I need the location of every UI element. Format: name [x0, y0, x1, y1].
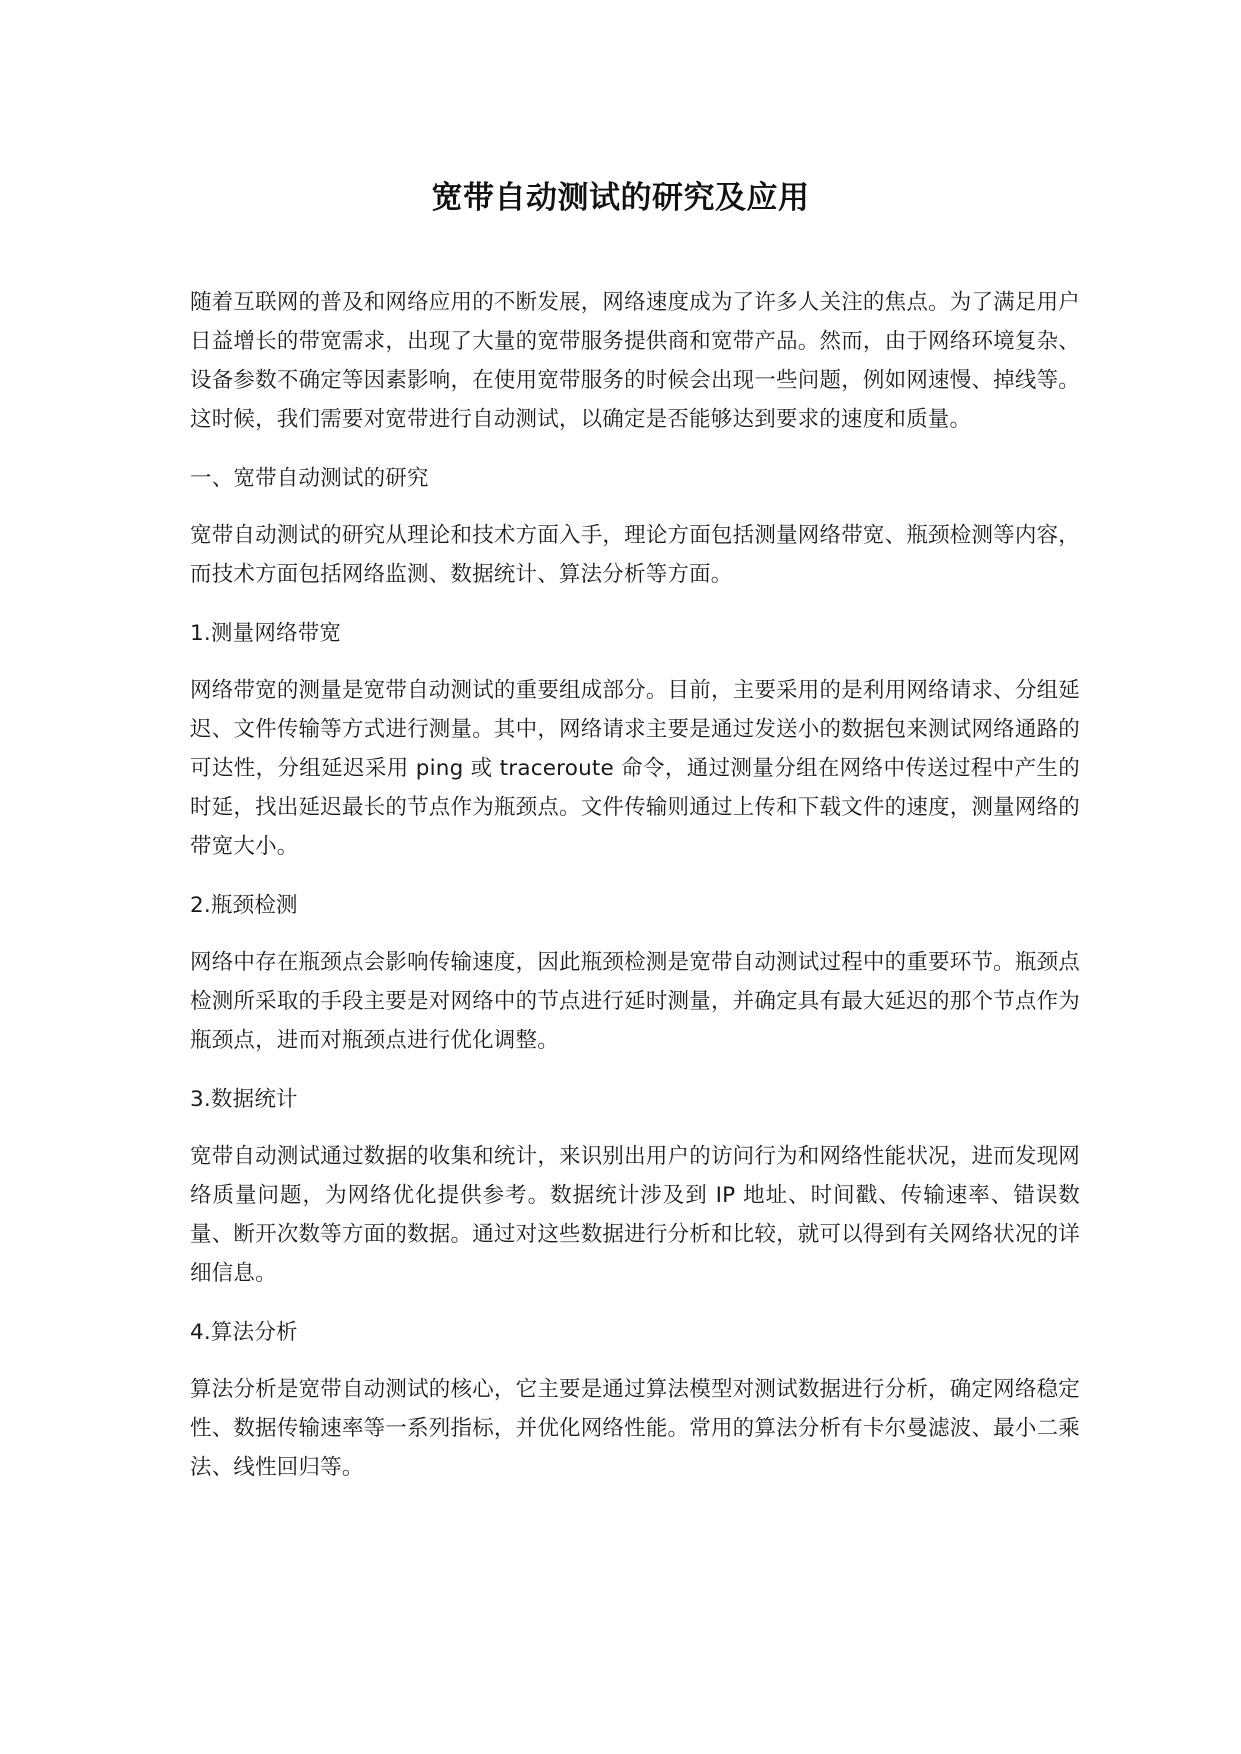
algorithm-paragraph: 算法分析是宽带自动测试的核心，它主要是通过算法模型对测试数据进行分析，确定网络稳定性、数据传输速率等一系列指标，并优化网络性能。常用的算法分析有卡尔曼滤波、最小二乘法、线性回归等。 [190, 1377, 1080, 1480]
document-title: 宽带自动测试的研究及应用 [431, 180, 810, 216]
subheading-statistics: 3.数据统计 [190, 1087, 298, 1112]
bottleneck-paragraph: 网络中存在瓶颈点会影响传输速度，因此瓶颈检测是宽带自动测试过程中的重要环节。瓶颈点检测所采取的手段主要是对网络中的节点进行延时测量，并确定具有最大延迟的那个节点作为瓶颈点，进而对瓶颈点进行优化调整。 [190, 950, 1080, 1053]
subheading-bottleneck: 2.瓶颈检测 [190, 893, 298, 918]
document-body [190, 283, 1080, 1507]
subheading-algorithm: 4.算法分析 [190, 1320, 298, 1345]
intro-paragraph: 随着互联网的普及和网络应用的不断发展，网络速度成为了许多人关注的焦点。为了满足用户日益增长的带宽需求，出现了大量的宽带服务提供商和宽带产品。然而，由于网络环境复杂、设备参数不确定等因素影响，在使用宽带服务的时候会出现一些问题，例如网速慢、掉线等。这时候，我们需要对宽带进行自动测试，以确定是否能够达到要求的速度和质量。 [190, 290, 1080, 432]
research-overview-paragraph: 宽带自动测试的研究从理论和技术方面入手，理论方面包括测量网络带宽、瓶颈检测等内容，而技术方面包括网络监测、数据统计、算法分析等方面。 [190, 523, 1080, 587]
bandwidth-paragraph: 网络带宽的测量是宽带自动测试的重要组成部分。目前，主要采用的是利用网络请求、分组延迟、文件传输等方式进行测量。其中，网络请求主要是通过发送小的数据包来测试网络通路的可达性，分组延迟采用 ping 或 traceroute 命令，通过测量分组在网络中传送过程中产生的时延，找出延迟最长的节点作为瓶颈点。文件传输则通过上传和下载文件的速度，测量网络的带宽大小。 [190, 678, 1080, 859]
subheading-bandwidth: 1.测量网络带宽 [190, 621, 342, 646]
statistics-paragraph: 宽带自动测试通过数据的收集和统计，来识别出用户的访问行为和网络性能状况，进而发现网络质量问题，为网络优化提供参考。数据统计涉及到 IP 地址、时间戳、传输速率、错误数量、断开次数等方面的数据。通过对这些数据进行分析和比较，就可以得到有关网络状况的详细信息。 [190, 1144, 1080, 1286]
section-heading-research: 一、宽带自动测试的研究 [190, 466, 429, 491]
